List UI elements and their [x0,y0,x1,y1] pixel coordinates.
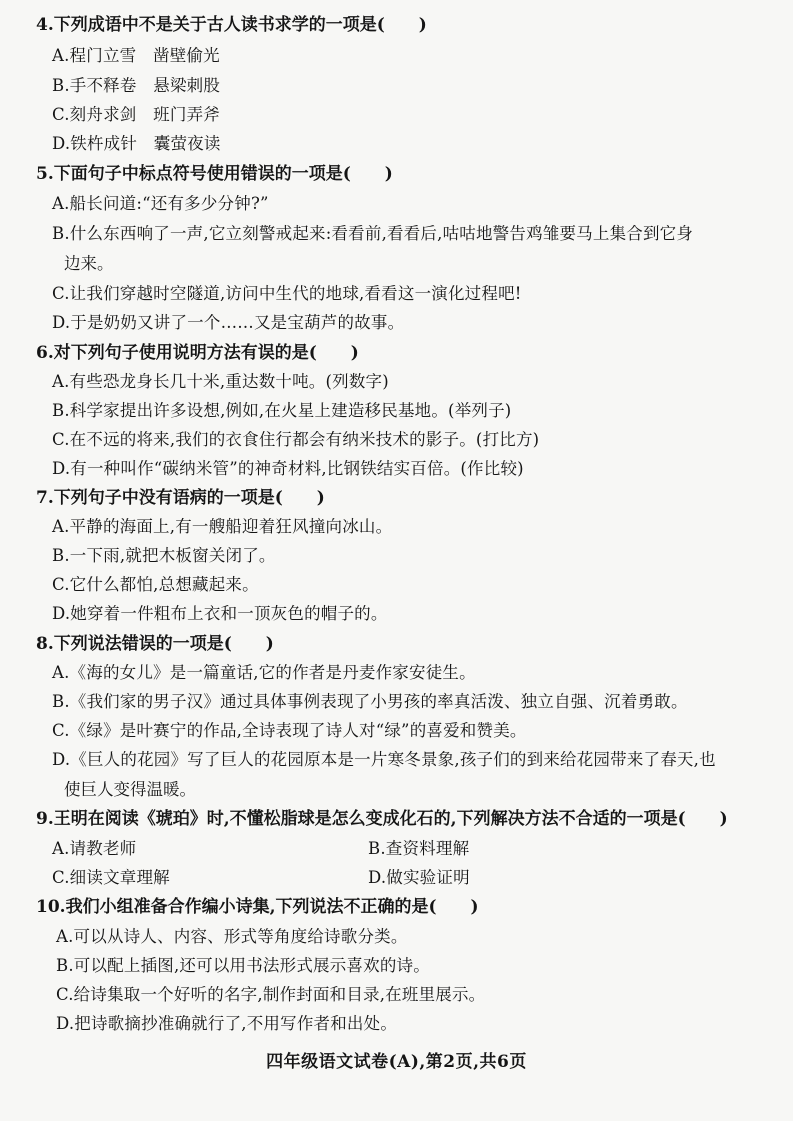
question-7-option-c: C.它什么都怕,总想藏起来。 [52,575,259,594]
question-10-option-d: D.把诗歌摘抄准确就行了,不用写作者和出处。 [56,1014,398,1033]
question-6-option-c: C.在不远的将来,我们的衣食住行都会有纳米技术的影子。(打比方) [52,430,540,449]
question-9-option-b: B.查资料理解 [368,839,470,858]
question-4-option-b: B.手不释卷 悬梁刺股 [52,76,221,95]
question-4-option-d: D.铁杵成针 囊萤夜读 [52,134,221,153]
question-8-option-b: B.《我们家的男子汉》通过具体事例表现了小男孩的率真活泼、独立自强、沉着勇敢。 [52,692,688,711]
question-10-stem: 10.我们小组准备合作编小诗集,下列说法不正确的是( ) [36,897,479,917]
question-9-stem: 9.王明在阅读《琥珀》时,不懂松脂球是怎么变成化石的,下列解决方法不合适的一项是( ) [36,809,728,829]
question-10-option-a: A.可以从诗人、内容、形式等角度给诗歌分类。 [56,927,408,946]
question-4-stem: 4.下列成语中不是关于古人读书求学的一项是( ) [36,15,427,35]
question-5-option-b: B.什么东西响了一声,它立刻警戒起来:看看前,看看后,咕咕地警告鸡雏要马上集合到它身 [52,224,694,243]
question-7-stem: 7.下列句子中没有语病的一项是( ) [36,488,325,508]
question-7-option-b: B.一下雨,就把木板窗关闭了。 [52,546,276,565]
page-footer: 四年级语文试卷(A),第2页,共6页 [266,1052,527,1072]
question-5-option-b-continuation: 边来。 [64,254,114,273]
question-6-option-b: B.科学家提出许多设想,例如,在火星上建造移民基地。(举列子) [52,401,512,420]
question-8-option-d: D.《巨人的花园》写了巨人的花园原本是一片寒冬景象,孩子们的到来给花园带来了春天,也 [52,750,716,769]
question-9-option-c: C.细读文章理解 [52,868,170,887]
question-8-option-c: C.《绿》是叶赛宁的作品,全诗表现了诗人对“绿”的喜爱和赞美。 [52,721,527,740]
question-8-option-d-continuation: 使巨人变得温暖。 [64,780,196,799]
question-9-option-a: A.请教老师 [52,839,137,858]
question-5-option-d: D.于是奶奶又讲了一个……又是宝葫芦的故事。 [52,313,405,332]
question-4-option-c: C.刻舟求剑 班门弄斧 [52,105,220,124]
question-10-option-c: C.给诗集取一个好听的名字,制作封面和目录,在班里展示。 [56,985,486,1004]
question-8-stem: 8.下列说法错误的一项是( ) [36,634,274,654]
question-6-option-d: D.有一种叫作“碳纳米管”的神奇材料,比钢铁结实百倍。(作比较) [52,459,524,478]
question-4-option-a: A.程门立雪 凿壁偷光 [52,46,220,65]
question-6-option-a: A.有些恐龙身长几十米,重达数十吨。(列数字) [52,372,389,391]
question-5-stem: 5.下面句子中标点符号使用错误的一项是( ) [36,164,393,184]
question-5-option-a: A.船长问道:“还有多少分钟?” [52,194,269,213]
question-7-option-a: A.平静的海面上,有一艘船迎着狂风撞向冰山。 [52,517,393,536]
question-5-option-c: C.让我们穿越时空隧道,访问中生代的地球,看看这一演化过程吧! [52,284,522,303]
question-7-option-d: D.她穿着一件粗布上衣和一顶灰色的帽子的。 [52,604,388,623]
question-6-stem: 6.对下列句子使用说明方法有误的是( ) [36,343,359,363]
question-10-option-b: B.可以配上插图,还可以用书法形式展示喜欢的诗。 [56,956,430,975]
question-8-option-a: A.《海的女儿》是一篇童话,它的作者是丹麦作家安徒生。 [52,663,476,682]
question-9-option-d: D.做实验证明 [368,868,470,887]
